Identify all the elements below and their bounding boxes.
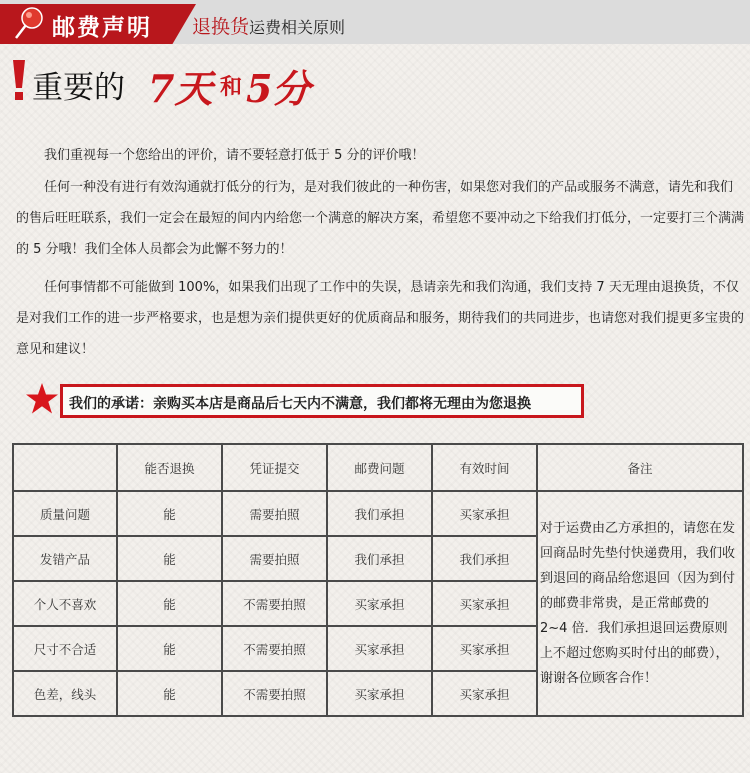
star-icon [25,382,59,416]
paragraph-rating: 我们重视每一个您给出的评价，请不要轻意打低于 5 分的评价哦！ [44,148,425,163]
table-row [13,491,743,536]
cell-exchangeable: 能 [117,491,222,536]
header-bar [0,0,750,44]
header-subtitle [192,12,345,39]
subtitle-red: 退换货 [192,16,250,38]
return-policy-table [12,443,744,717]
heading-seven-days: 7天 [148,66,213,111]
cell-proof: 需要拍照 [222,536,327,581]
header-cell-proof: 凭证提交 [222,444,327,491]
cell-exchangeable: 能 [117,626,222,671]
remarks-note: 对于运费由乙方承担的，请您在发回商品时先垫付快递费用，我们收到退回的商品给您退回（因为到付的邮费非常贵，是正常邮费的 2~4 倍．我们承担退回运费原则上不超过您购买时付出的邮费），谢谢各位顾客合作！ [537,491,743,716]
cell-proof: 不需要拍照 [222,626,327,671]
cell-exchangeable: 能 [117,671,222,716]
heading-and: 和 [220,75,243,100]
row-label: 发错产品 [13,536,117,581]
paragraph-contact: 任何一种没有进行有效沟通就打低分的行为，是对我们彼此的一种伤害，如果您对我们的产品或服务不满意，请先和我们的售后旺旺联系，我们一定会在最短的间内内给您一个满意的解决方案，希望您不要冲动之下给我们打低分，一定要打三个满满的 5 分哦！我们全体人员都会为此懈不努力的！ [16,180,745,257]
header-cell-validity: 有效时间 [432,444,537,491]
cell-shipping: 我们承担 [327,491,432,536]
heading-main: 重要的 [32,70,125,106]
header-title: 邮费声明 [52,15,152,41]
exclamation-icon [12,58,26,102]
header-cell-remarks: 备注 [537,444,743,491]
cell-proof: 不需要拍照 [222,671,327,716]
row-label: 尺寸不合适 [13,626,117,671]
cell-shipping: 买家承担 [327,626,432,671]
heading-five-points: 5分 [246,66,311,111]
row-label: 个人不喜欢 [13,581,117,626]
cell-validity: 买家承担 [432,626,537,671]
cell-validity: 我们承担 [432,536,537,581]
table-header-row [13,444,743,491]
row-label: 质量问题 [13,491,117,536]
cell-exchangeable: 能 [117,536,222,581]
cell-shipping: 买家承担 [327,581,432,626]
paragraph-return: 任何事情都不可能做到 100%，如果我们出现了工作中的失误，恳请亲先和我们沟通，我们支持 7 天无理由退换货，不仅是对我们工作的进一步严格要求，也是想为亲们提供更好的优质商品和服务，期待我们的共同进步，也请您对我们提更多宝贵的意见和建议！ [16,280,745,357]
cell-shipping: 买家承担 [327,671,432,716]
pushpin-icon [8,6,48,42]
promise-box [60,384,584,418]
header-cell-exchangeable: 能否退换 [117,444,222,491]
cell-exchangeable: 能 [117,581,222,626]
cell-validity: 买家承担 [432,491,537,536]
cell-proof: 需要拍照 [222,491,327,536]
row-label: 色差，线头 [13,671,117,716]
cell-shipping: 我们承担 [327,536,432,581]
subtitle-black: 运费相关原则 [249,18,346,37]
header-cell-empty [13,444,117,491]
promise-text: 我们的承诺：亲购买本店是商品后七天内不满意，我们都将无理由为您退换 [69,396,531,412]
cell-proof: 不需要拍照 [222,581,327,626]
header-cell-shipping: 邮费问题 [327,444,432,491]
cell-validity: 买家承担 [432,671,537,716]
cell-validity: 买家承担 [432,581,537,626]
